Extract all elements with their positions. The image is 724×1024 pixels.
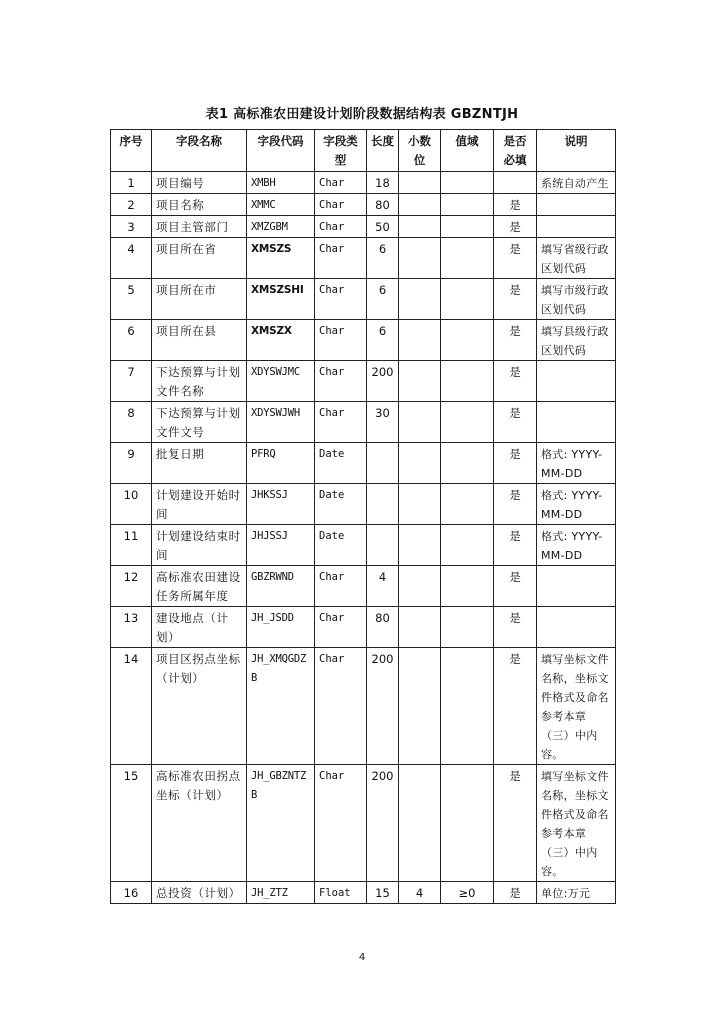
cell-seq: 1	[111, 172, 152, 194]
cell-field-type: Char	[315, 765, 367, 882]
cell-range	[441, 402, 494, 443]
cell-length: 80	[367, 607, 399, 648]
cell-field-name: 项目主管部门	[152, 216, 247, 238]
table-row	[111, 320, 616, 361]
cell-range	[441, 566, 494, 607]
cell-note	[537, 216, 616, 238]
cell-field-code: JHKSSJ	[247, 484, 315, 525]
cell-range	[441, 320, 494, 361]
cell-range	[441, 216, 494, 238]
cell-note	[537, 194, 616, 216]
cell-seq: 16	[111, 882, 152, 904]
cell-range	[441, 765, 494, 882]
cell-range	[441, 279, 494, 320]
cell-length: 6	[367, 279, 399, 320]
cell-field-code: XDYSWJWH	[247, 402, 315, 443]
cell-length: 4	[367, 566, 399, 607]
cell-field-name: 项目所在县	[152, 320, 247, 361]
cell-field-code: JHJSSJ	[247, 525, 315, 566]
cell-range	[441, 443, 494, 484]
cell-note: 系统自动产生	[537, 172, 616, 194]
cell-seq: 9	[111, 443, 152, 484]
cell-note: 格式: YYYY-MM-DD	[537, 443, 616, 484]
cell-seq: 11	[111, 525, 152, 566]
cell-required: 是	[494, 566, 537, 607]
cell-field-name: 项目名称	[152, 194, 247, 216]
cell-field-code: JH_ZTZ	[247, 882, 315, 904]
cell-seq: 7	[111, 361, 152, 402]
cell-note: 填写县级行政区划代码	[537, 320, 616, 361]
cell-required: 是	[494, 279, 537, 320]
cell-decimal	[399, 172, 441, 194]
table-row	[111, 443, 616, 484]
cell-field-name: 高标准农田建设任务所属年度	[152, 566, 247, 607]
cell-field-type: Char	[315, 361, 367, 402]
page-number: 4	[358, 952, 366, 963]
cell-note: 单位:万元	[537, 882, 616, 904]
cell-seq: 8	[111, 402, 152, 443]
cell-field-code: JH_JSDD	[247, 607, 315, 648]
cell-note: 填写坐标文件名称，坐标文件格式及命名参考本章（三）中内容。	[537, 648, 616, 765]
cell-seq: 15	[111, 765, 152, 882]
cell-required: 是	[494, 361, 537, 402]
cell-field-type: Char	[315, 194, 367, 216]
cell-field-name: 项目区拐点坐标（计划）	[152, 648, 247, 765]
header-decimal: 小数位	[399, 130, 441, 172]
cell-required: 是	[494, 238, 537, 279]
cell-field-type: Float	[315, 882, 367, 904]
cell-decimal	[399, 566, 441, 607]
cell-field-code: XMSZSHI	[247, 279, 315, 320]
cell-range: ≥0	[441, 882, 494, 904]
cell-range	[441, 607, 494, 648]
cell-field-type: Char	[315, 279, 367, 320]
cell-decimal	[399, 320, 441, 361]
table-row	[111, 216, 616, 238]
cell-required: 是	[494, 648, 537, 765]
header-required: 是否必填	[494, 130, 537, 172]
table-row	[111, 402, 616, 443]
cell-field-code: XMBH	[247, 172, 315, 194]
cell-note	[537, 607, 616, 648]
cell-field-name: 项目编号	[152, 172, 247, 194]
cell-length: 30	[367, 402, 399, 443]
cell-decimal	[399, 279, 441, 320]
cell-range	[441, 484, 494, 525]
cell-seq: 12	[111, 566, 152, 607]
table-row	[111, 566, 616, 607]
cell-decimal	[399, 402, 441, 443]
cell-field-name: 计划建设开始时间	[152, 484, 247, 525]
cell-field-code: JH_XMQGDZB	[247, 648, 315, 765]
cell-field-type: Char	[315, 216, 367, 238]
cell-decimal	[399, 443, 441, 484]
cell-field-type: Char	[315, 238, 367, 279]
cell-decimal	[399, 607, 441, 648]
cell-seq: 6	[111, 320, 152, 361]
cell-field-name: 计划建设结束时间	[152, 525, 247, 566]
cell-range	[441, 172, 494, 194]
table-row	[111, 194, 616, 216]
header-seq: 序号	[111, 130, 152, 172]
cell-decimal	[399, 765, 441, 882]
cell-field-name: 高标准农田拐点坐标（计划）	[152, 765, 247, 882]
header-field-name: 字段名称	[152, 130, 247, 172]
cell-length: 6	[367, 320, 399, 361]
cell-length: 200	[367, 648, 399, 765]
cell-field-name: 下达预算与计划文件名称	[152, 361, 247, 402]
cell-field-name: 下达预算与计划文件文号	[152, 402, 247, 443]
cell-decimal: 4	[399, 882, 441, 904]
cell-field-type: Char	[315, 648, 367, 765]
cell-range	[441, 194, 494, 216]
cell-required: 是	[494, 525, 537, 566]
cell-length: 50	[367, 216, 399, 238]
cell-field-type: Char	[315, 402, 367, 443]
table-caption: 表1 高标准农田建设计划阶段数据结构表 GBZNTJH	[205, 107, 519, 122]
cell-seq: 2	[111, 194, 152, 216]
cell-decimal	[399, 216, 441, 238]
cell-seq: 5	[111, 279, 152, 320]
header-field-type: 字段类型	[315, 130, 367, 172]
cell-note: 格式: YYYY-MM-DD	[537, 484, 616, 525]
cell-length: 15	[367, 882, 399, 904]
cell-seq: 14	[111, 648, 152, 765]
cell-seq: 3	[111, 216, 152, 238]
table-row	[111, 484, 616, 525]
cell-field-type: Char	[315, 607, 367, 648]
cell-required: 是	[494, 765, 537, 882]
cell-range	[441, 238, 494, 279]
cell-note: 填写市级行政区划代码	[537, 279, 616, 320]
header-field-code: 字段代码	[247, 130, 315, 172]
cell-range	[441, 361, 494, 402]
cell-length: 6	[367, 238, 399, 279]
cell-field-name: 项目所在省	[152, 238, 247, 279]
cell-length	[367, 484, 399, 525]
cell-required: 是	[494, 320, 537, 361]
header-note: 说明	[537, 130, 616, 172]
cell-length: 80	[367, 194, 399, 216]
cell-note: 填写坐标文件名称，坐标文件格式及命名参考本章（三）中内容。	[537, 765, 616, 882]
table-row	[111, 648, 616, 765]
table-row	[111, 882, 616, 904]
cell-length	[367, 525, 399, 566]
cell-field-type: Date	[315, 484, 367, 525]
cell-length: 18	[367, 172, 399, 194]
cell-field-name: 批复日期	[152, 443, 247, 484]
cell-field-type: Date	[315, 525, 367, 566]
cell-range	[441, 525, 494, 566]
data-structure-table	[110, 129, 616, 904]
cell-field-type: Date	[315, 443, 367, 484]
cell-field-name: 项目所在市	[152, 279, 247, 320]
table-row	[111, 279, 616, 320]
cell-field-type: Char	[315, 172, 367, 194]
table-row	[111, 172, 616, 194]
header-range: 值域	[441, 130, 494, 172]
cell-note	[537, 402, 616, 443]
cell-decimal	[399, 525, 441, 566]
cell-required: 是	[494, 607, 537, 648]
cell-decimal	[399, 484, 441, 525]
cell-field-type: Char	[315, 320, 367, 361]
cell-decimal	[399, 361, 441, 402]
table-row	[111, 361, 616, 402]
cell-seq: 10	[111, 484, 152, 525]
cell-field-code: XMSZS	[247, 238, 315, 279]
cell-required: 是	[494, 484, 537, 525]
cell-required: 是	[494, 402, 537, 443]
cell-required: 是	[494, 216, 537, 238]
cell-field-type: Char	[315, 566, 367, 607]
table-row	[111, 238, 616, 279]
cell-field-code: XMZGBM	[247, 216, 315, 238]
cell-note: 格式: YYYY-MM-DD	[537, 525, 616, 566]
cell-note	[537, 361, 616, 402]
cell-required	[494, 172, 537, 194]
cell-field-name: 总投资（计划）	[152, 882, 247, 904]
cell-required: 是	[494, 194, 537, 216]
cell-field-code: PFRQ	[247, 443, 315, 484]
header-row	[111, 130, 616, 172]
cell-required: 是	[494, 443, 537, 484]
cell-length: 200	[367, 361, 399, 402]
cell-range	[441, 648, 494, 765]
cell-seq: 13	[111, 607, 152, 648]
cell-decimal	[399, 648, 441, 765]
header-length: 长度	[367, 130, 399, 172]
table-row	[111, 607, 616, 648]
cell-field-code: XMMC	[247, 194, 315, 216]
cell-length	[367, 443, 399, 484]
cell-field-code: XDYSWJMC	[247, 361, 315, 402]
cell-field-code: JH_GBZNTZB	[247, 765, 315, 882]
cell-decimal	[399, 194, 441, 216]
cell-length: 200	[367, 765, 399, 882]
cell-decimal	[399, 238, 441, 279]
cell-field-code: XMSZX	[247, 320, 315, 361]
cell-note: 填写省级行政区划代码	[537, 238, 616, 279]
table-body	[111, 172, 616, 904]
cell-seq: 4	[111, 238, 152, 279]
table-row	[111, 525, 616, 566]
cell-field-name: 建设地点（计划）	[152, 607, 247, 648]
cell-field-code: GBZRWND	[247, 566, 315, 607]
table-row	[111, 765, 616, 882]
cell-required: 是	[494, 882, 537, 904]
cell-note	[537, 566, 616, 607]
